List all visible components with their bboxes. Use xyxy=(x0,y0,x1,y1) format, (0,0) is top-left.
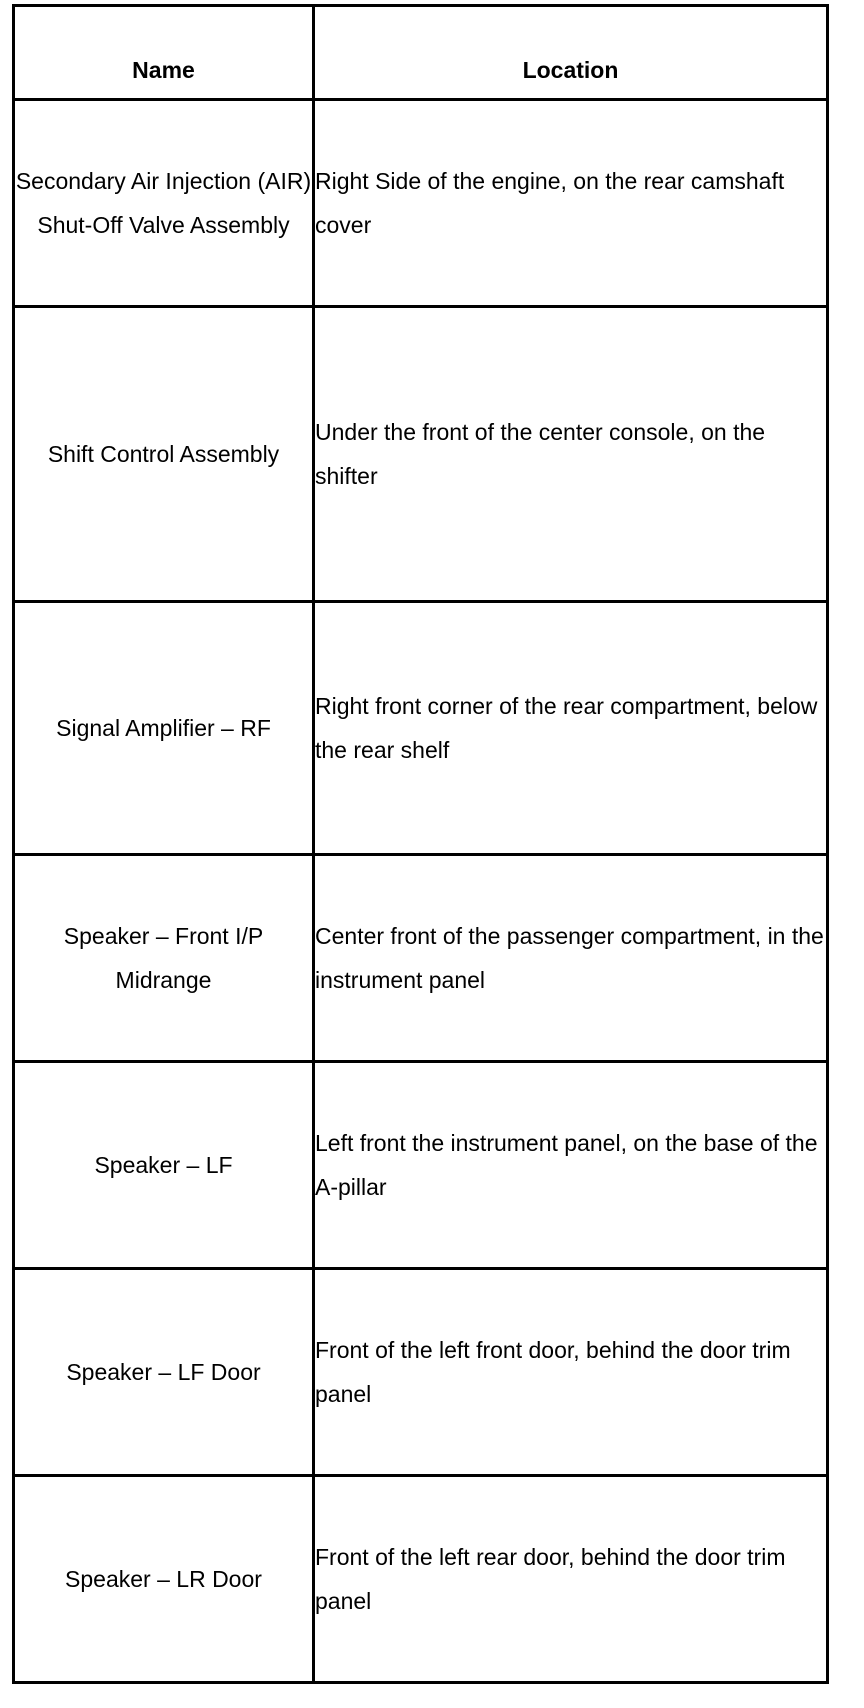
component-name-cell: Secondary Air Injection (AIR) Shut-Off Valve Assembly xyxy=(14,100,314,307)
component-location-cell: Front of the left front door, behind the door trim panel xyxy=(314,1269,828,1476)
component-location-cell: Front of the left rear door, behind the door trim panel xyxy=(314,1476,828,1683)
table-row xyxy=(14,602,828,855)
table-row xyxy=(14,100,828,307)
table-row xyxy=(14,307,828,602)
component-location-cell: Right front corner of the rear compartment, below the rear shelf xyxy=(314,602,828,855)
component-location-table xyxy=(12,4,829,1684)
component-location-cell: Under the front of the center console, on the shifter xyxy=(314,307,828,602)
table-row xyxy=(14,1476,828,1683)
table-row xyxy=(14,1269,828,1476)
component-name-cell: Shift Control Assembly xyxy=(14,307,314,602)
column-header-name: Name xyxy=(14,6,314,100)
component-location-cell: Center front of the passenger compartment, in the instrument panel xyxy=(314,855,828,1062)
component-location-cell: Left front the instrument panel, on the base of the A-pillar xyxy=(314,1062,828,1269)
component-name-cell: Speaker – LF xyxy=(14,1062,314,1269)
component-name-cell: Speaker – LR Door xyxy=(14,1476,314,1683)
table-row xyxy=(14,855,828,1062)
header-row xyxy=(14,6,828,100)
component-location-cell: Right Side of the engine, on the rear camshaft cover xyxy=(314,100,828,307)
component-name-cell: Speaker – LF Door xyxy=(14,1269,314,1476)
column-header-location: Location xyxy=(314,6,828,100)
component-name-cell: Speaker – Front I/P Midrange xyxy=(14,855,314,1062)
table-row xyxy=(14,1062,828,1269)
component-name-cell: Signal Amplifier – RF xyxy=(14,602,314,855)
